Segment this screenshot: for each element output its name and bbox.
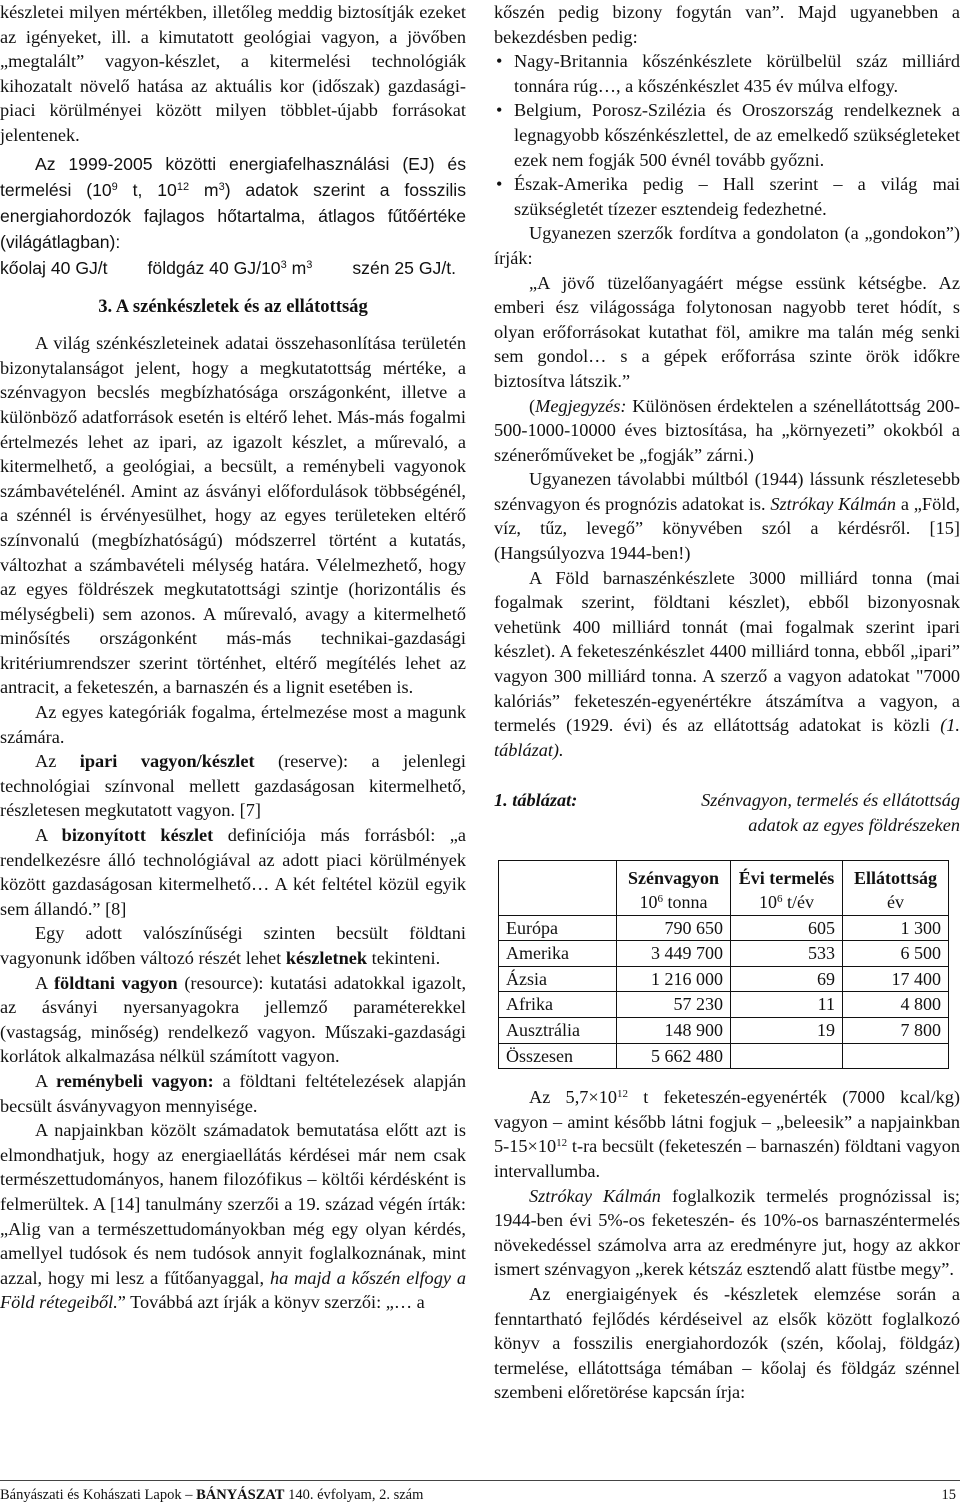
bullet-item: • Belgium, Porosz-Szilézia és Oroszország rendelkeznek a legnagyobb kőszénkészlettel, de az emelkedő szükségleteket ezek nem fogják 500 évnél tovább győzni. [494, 98, 960, 172]
table-header-row [499, 860, 949, 915]
unit-text: 10 [759, 892, 777, 913]
text-run: A [35, 972, 54, 993]
text-run: A Föld barnaszénkészlete 3000 milliárd tonna (mai fogalmak szerint, földtani készlet), ebből bizonyosnak vehetünk 400 milliárd tonnát (mai fogalmak szerint ipari készlet). A feketeszénkészlet 4400 milliárd tonna, ebből „ipari” vagyon 300 milliárd tonna. A szerző a vagyon adatokat "7000 kalóriás” feketeszén-egyenértékre átszámítva a vagyon, a termelés (1929. évi) és az ellátottság adatokat is közli [494, 567, 960, 736]
text-run: földgáz 40 GJ/10 [147, 257, 281, 278]
table-cell-value: 11 [731, 992, 843, 1018]
paragraph-1944 [494, 467, 960, 565]
page-footer [0, 1480, 960, 1511]
table-cell-region: Európa [499, 915, 617, 941]
paragraph-energy-last: Az energiaigények és -készletek elemzése során a fenntartható fejlődés kérdéseivel az elsők között foglalkozó könyv a fosszilis energiahordozók (szén, kőolaj, földgáz) termelése, ellátottsága témában – kőolaj és földgáz szénnel szembeni előretörése kapcsán írja: [494, 1283, 960, 1403]
bullet-item: • Nagy-Britannia kőszénkészlete körülbelül száz milliárd tonnára rúg…, a kőszénkészlet 435 év múlva elfogy. [494, 49, 960, 98]
table-header-cell [731, 860, 843, 915]
text-italic: Sztrókay Kálmán [770, 493, 897, 514]
table-row [499, 992, 949, 1018]
paragraph-note [494, 394, 960, 468]
superscript: 12 [176, 180, 190, 193]
table-cell-region: Amerika [499, 941, 617, 967]
table-cell-region: Afrika [499, 992, 617, 1018]
term-bold: ipari vagyon/készlet [79, 751, 255, 772]
text-run: A [35, 825, 62, 846]
table-number: 1. táblázat: [494, 790, 578, 811]
value-gas [148, 255, 313, 281]
unit-text: 10 [639, 892, 658, 913]
table-cell-value: 4 800 [843, 992, 949, 1018]
table-cell-value: 3 449 700 [617, 941, 731, 967]
table-cell-value: 1 216 000 [617, 966, 731, 992]
paragraph-world-reserves: A világ szénkészleteinek adatai összehasonlítása területén bizonytalanságot jelent, hogy a megkutatottság mértéke, a szénvagyon becslés megbízhatósága országonként, illetve a különböző adatforrások esetén is eltérő lehet. Más-más fogalmi értelmezés lehet az ipari, az igazolt készlet, a műrevaló, a kitermelhető, a geológiai, a becsült, a reménybeli vagyonok számbavételénél. Amint az ásványi előfordulások többségénél, a szénnél is érvényesülhet, hogy az egyes területeken eltérő színvonalú (megbízhatóságú) módszerrel történt a kutatás, változhat a számbavételi mélység határa. Vélelmezhető, hogy az egyes földrészek megkutatottsági szintje (horizontális és mélységbeli) sem azonos. A műrevaló, avagy a kitermelhető minősítés országonként más-más technikai-gazdasági kritériumrendszer szerint történhet, eltérő megítélés lehet az antracit, a feketeszén, a barnaszén és a lignit esetében is. [0, 333, 466, 698]
text-run: a földtani feltételezések alapján becsült ásványvagyon mennyisége. [0, 1070, 466, 1116]
caption-line: Szénvagyon, termelés és ellátottság [701, 790, 960, 811]
superscript: 3 [306, 258, 313, 271]
table-body [499, 915, 949, 1069]
table-cell-value: 7 800 [843, 1017, 949, 1043]
text-run: t, 10 [117, 179, 177, 200]
term-bold: reménybeli vagyon: [55, 1070, 214, 1091]
term-bold: bizonyított készlet [61, 825, 214, 846]
text-run: foglalkozik termelés prognózissal is; 1944-ben évi 5%-os feketeszén- és 10%-os barnaszéntermelés növekedéssel számolva arra az eredményre jut, hogy az akkor ismert szénvagyon „kerek kétszáz esztendő alatt füstbe megy”. [494, 1185, 960, 1280]
table-row [499, 941, 949, 967]
header-title: Évi termelés [738, 867, 835, 888]
energy-values-line [0, 255, 466, 281]
table-cell-value: 790 650 [617, 915, 731, 941]
text-italic: (1. táblázat). [494, 715, 960, 760]
paragraph-same-authors: Ugyanezen szerzők fordítva a gondolaton (a „gondokon”) írják: [494, 223, 960, 268]
text-run: ” Továbbá azt írják a könyv szerzői: „… a [117, 1292, 425, 1313]
table-cell-value [731, 1043, 843, 1069]
paragraph-foldtani [0, 971, 466, 1069]
bullet-item: • Észak-Amerika pedig – Hall szerint – a világ mai szükségletét tízezer esztendeig fedezhetné. [494, 172, 960, 221]
text-run: m [189, 179, 219, 200]
paragraph-intro: készletei milyen mértékben, illetőleg meddig biztosítják ezeket az igényeket, ill. a kimutatott geológiai vagyon, a jövőben „megtalált” vagyon-készlet, a kitermelési technológiák kihozatalt növelő hatása az aktuális kor (időszak) gazdasági-piaci körülményei között milyen többlet-újabb forrásokat jelentenek. [0, 2, 466, 145]
paragraph-ipari-vagyon [0, 749, 466, 823]
text-run: Az [35, 751, 80, 772]
text-run: Különösen érdektelen a szénellátottság 200-500-1000-10000 éves biztosítása, ha „környezeti” okokból a szénerőműveket be „fogják” zárni.) [494, 395, 960, 465]
text-run: Az 1999-2005 közötti energiafelhasználási (EJ) és termelési (10 [0, 153, 466, 200]
superscript: 9 [111, 180, 118, 193]
text-run: Bányászati és Kohászati Lapok – [0, 1487, 197, 1503]
table-cell-value: 533 [731, 941, 843, 967]
paragraph-quote: „A jövő tüzelőanyagáért mégse essünk kétségbe. Az emberi ész világossága folytonosan nagyobb teret hódít, s olyan erőforrásokat kutathat föl, amikre ma talán még senki sem gondol… s a gépek erőforrása szinte örök időkre biztosítva látszik.” [494, 272, 960, 391]
table-cell-value: 148 900 [617, 1017, 731, 1043]
journal-name [0, 1487, 423, 1504]
text-run: A napjainkban közölt számadatok bemutatása előtt azt is elmondhatjuk, hogy az energiaellátás kérdései már nem csak természettudományos, hanem filozófikus – költői kérdésként is felmerültek. A [14] tanulmány szerzői a 19. század végén írták: „Alig van a természettudományokban még egy olyan kérdés, amellyel tudósok és nem tudósok annyit foglalkoznának, mint azzal, hogy mi lesz a fűtőanyaggal, [0, 1120, 466, 1288]
paragraph-remenybeli [0, 1069, 466, 1118]
journal-bold: BÁNYÁSZAT [196, 1487, 285, 1503]
unit-text: t/év [782, 892, 814, 913]
text-run: t-ra becsült (feketeszén – barnaszén) földtani vagyon intervallumba. [494, 1136, 960, 1181]
header-unit [850, 890, 941, 915]
paragraph-57 [494, 1085, 960, 1183]
unit-text: év [887, 892, 904, 913]
text-run: ) adatok szerint a fosszilis energiahordozók fajlagos hőtartalma, átlagos fűtőértéke (világátlagban): [0, 179, 466, 252]
text-run: a „Föld, víz, tűz, levegő” könyvében szól a kérdésről. [15] (Hangsúlyozva 1944-ben!) [494, 493, 960, 564]
table-header-cell [843, 860, 949, 915]
table-cell-value: 57 230 [617, 992, 731, 1018]
table-cell-value: 17 400 [843, 966, 949, 992]
table-cell-region: Ázsia [499, 966, 617, 992]
header-unit [624, 890, 723, 915]
text-run: ( [529, 395, 536, 416]
text-italic: Megjegyzés: [535, 395, 627, 416]
paragraph-barnaszen [494, 566, 960, 763]
table-cell-value: 19 [731, 1017, 843, 1043]
header-title: Szénvagyon [627, 867, 719, 888]
header-unit [738, 890, 835, 915]
text-italic: Sztrókay Kálmán [529, 1185, 661, 1206]
text-italic: ha majd a kőszén elfogy a Föld rétegeiből. [0, 1267, 466, 1313]
table-row [499, 915, 949, 941]
text-run: (resource): kutatási adatokkal igazolt, az ásványi nyersanyagokra jellemző paraméterekkel (vastagság, minőség) rendelkező vagyon. Műszaki-gazdasági korlátok alkalmazása nélkül számított vagyon. [0, 972, 467, 1067]
unit-text: tonna [663, 892, 708, 913]
paragraph-keszlet [0, 921, 466, 970]
table-cell-value: 605 [731, 915, 843, 941]
term-bold: készletnek [285, 948, 368, 968]
table-cell-value: 5 662 480 [617, 1043, 731, 1069]
text-run: A [35, 1070, 56, 1091]
table-row [499, 966, 949, 992]
right-column [494, 0, 960, 1405]
table-row [499, 1017, 949, 1043]
table-header-cell [617, 860, 731, 915]
text-run: 140. évfolyam, 2. szám [284, 1487, 424, 1503]
text-run: (reserve): a jelenlegi technológiai színvonal mellett gazdaságosan kitermelhető, részletesen megkutatott vagyon. [7] [0, 751, 467, 821]
table-cell-value: 1 300 [843, 915, 949, 941]
paragraph-sztrokay [494, 1184, 960, 1282]
term-bold: földtani vagyon [53, 972, 178, 993]
paragraph-bizonyitott [0, 823, 466, 921]
table-caption-text [684, 788, 960, 837]
header-title: Ellátottság [854, 867, 937, 888]
text-run: definíciója más forrásból: „a rendelkezésre álló technológiával az adott piaci körülmények között gazdaságosan kitermelhető… A két feltétel közül egyik sem állandó.” [8] [0, 825, 467, 919]
section-title: 3. A szénkészletek és az ellátottság [98, 295, 368, 317]
text-run: Ugyanezen távolabbi múltból (1944) lássunk részletesebb szénvagyon és prognózis adatokat is. [494, 469, 960, 514]
bullet-list [494, 49, 960, 221]
table-cell-value: 6 500 [843, 941, 949, 967]
superscript: 3 [280, 258, 287, 271]
table-row [499, 1043, 949, 1069]
left-column [0, 0, 466, 1315]
superscript: 6 [657, 893, 663, 906]
superscript: 3 [218, 180, 225, 193]
paragraph-energy-data [0, 151, 466, 255]
caption-line: adatok az egyes földrészeken [748, 815, 960, 835]
coal-data-table [498, 860, 949, 1070]
superscript: 6 [777, 893, 783, 906]
text-run: Egy adott valószínűségi szinten becsült földtani vagyonunk időben változó részét lehet [0, 923, 466, 968]
value-oil: kőolaj 40 GJ/t [0, 257, 108, 278]
table-header-cell [499, 860, 617, 915]
value-coal: szén 25 GJ/t. [352, 257, 456, 278]
paragraph-continuation: kőszén pedig bizony fogytán van”. Majd ugyanebben a bekezdésben pedig: [494, 2, 960, 47]
text-run: t feketeszén-egyenérték (7000 kcal/kg) vagyon – amint később látni fogjuk – „beleesik” a napjainkban 5-15×10 [494, 1087, 960, 1157]
text-run: m [286, 257, 307, 278]
table-cell-value: 69 [731, 966, 843, 992]
table-caption [494, 788, 960, 837]
table-cell-region: Ausztrália [499, 1017, 617, 1043]
superscript: 12 [617, 1088, 628, 1101]
text-run: Az 5,7×10 [529, 1087, 617, 1108]
table-cell-value [843, 1043, 949, 1069]
paragraph-last-left [0, 1118, 466, 1315]
paragraph-categories: Az egyes kategóriák fogalma, értelmezése most a magunk számára. [0, 702, 466, 747]
page-number: 15 [941, 1487, 956, 1503]
text-run: tekinteni. [367, 948, 441, 968]
superscript: 12 [556, 1137, 568, 1150]
table-cell-region: Összesen [499, 1043, 617, 1069]
